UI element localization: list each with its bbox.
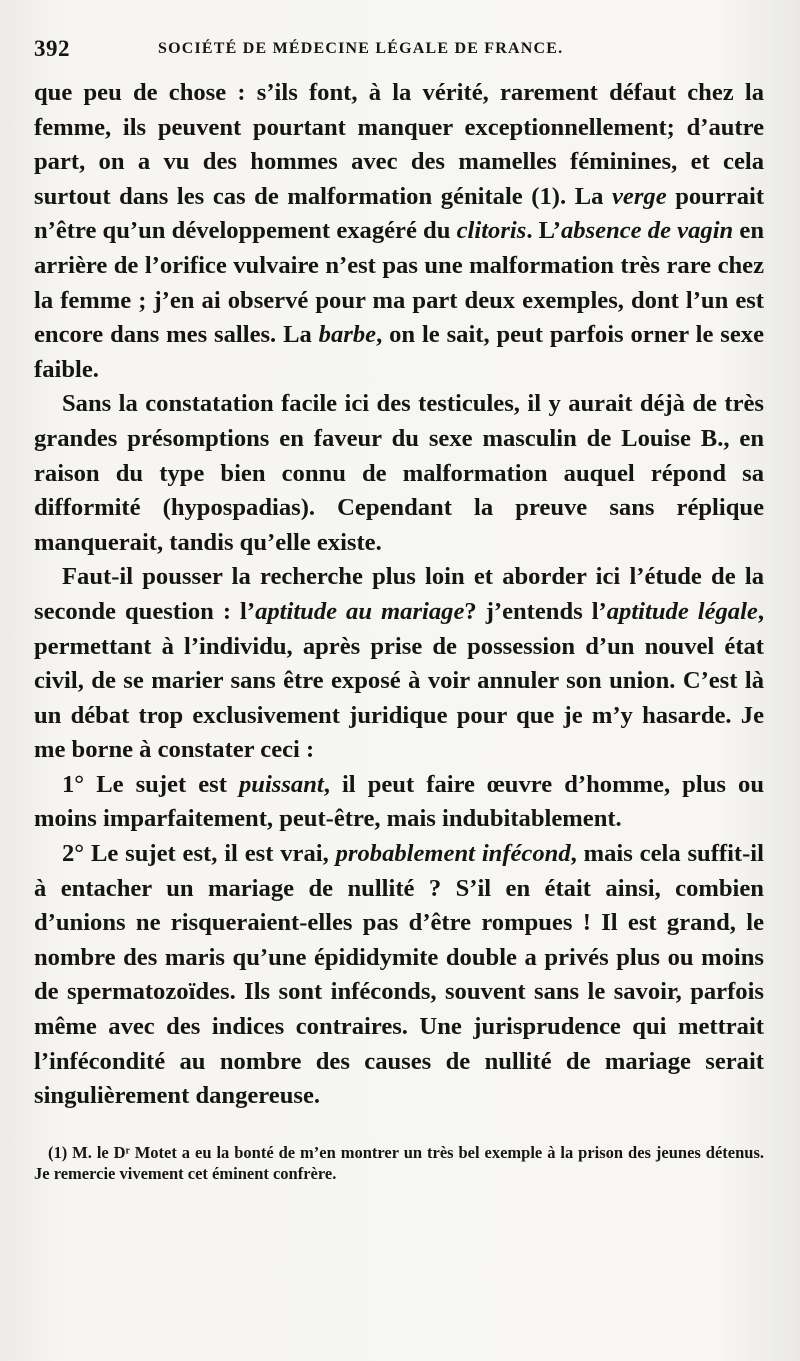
text-run: . L’ [526,217,561,245]
italic-run: aptitude au mariage [255,597,465,625]
text-run: , il peut faire œuvre d’homme, plus ou moins imparfaitement, peut-être, mais indubitablement. [34,770,764,833]
text-run: que peu de chose : s’ils font, à la vérité, rarement défaut chez la femme, ils peuvent pourtant manquer exceptionnellement; d’autre part, on a vu des hommes avec des mamelles féminines, et cela surtout dans les cas de malformation génitale (1). La [34,79,764,210]
italic-run: absence de vagin [561,217,734,245]
paragraph [34,560,764,768]
text-run: ? j’entends l’ [464,597,607,625]
text-run: (1) M. le Dʳ Motet a eu la bonté de m’en montrer un très bel exemple à la prison des jeunes détenus. Je remercie vivement cet éminent confrère. [34,1142,764,1183]
text-run: Sans la constatation facile ici des testicules, il y aurait déjà de très grandes présomptions en faveur du sexe masculin de Louise B., en raison du type bien connu de malformation auquel répond sa difformité (hypospadias). Cependant la preuve sans réplique manquerait, tandis qu’elle existe. [34,390,764,556]
text-run: en arrière de l’orifice vulvaire n’est pas une malformation très rare chez la femme ; j’en ai observé pour ma part deux exemples, dont l’un est encore dans mes salles. La [34,217,765,349]
text-run: pourrait n’être qu’un développement exagéré du [34,182,765,245]
footnote [34,1142,764,1184]
italic-run: barbe [318,321,377,349]
text-run: , mais cela suffit-il à entacher un mariage de nullité ? S’il en était ainsi, combien d’unions ne risqueraient-elles pas d’être rompues ! Il est grand, le nombre des maris qu’une épididymite double a privés plus ou moins de spermatozoïdes. Ils sont inféconds, souvent sans le savoir, parfois même avec des indices contraires. Une jurisprudence qui mettrait l’infécondité au nombre des causes de nullité de mariage serait singulièrement dangereuse. [34,840,764,1110]
italic-run: puissant [238,770,324,798]
paragraph [34,76,764,387]
paragraph [34,387,764,560]
italic-run: probablement infécond [335,840,571,868]
body-text [34,76,764,1114]
text-run: , on le sait, peut parfois orner le sexe faible. [34,321,764,383]
text-run: Faut-il pousser la recherche plus loin et aborder ici l’étude de la seconde question : l’ [34,563,764,625]
page-number: 392 [34,36,70,61]
paragraph [34,837,764,1114]
italic-run: verge [612,182,667,210]
paragraph [34,768,764,837]
text-run: , permettant à l’individu, après prise de possession d’un nouvel état civil, de se marier sans être exposé à voir annuler son union. C’est là un débat trop exclusivement juridique pour que je m’y hasarde. Je me borne à constater ceci : [34,597,764,764]
running-head [34,30,764,70]
italic-run: aptitude légale [606,597,758,625]
text-run: 2° Le sujet est, il est vrai, [62,840,336,868]
running-title: SOCIÉTÉ DE MÉDECINE LÉGALE DE FRANCE. [158,40,564,57]
text-run: 1° Le sujet est [62,770,239,798]
italic-run: clitoris [456,217,527,245]
footnotes [34,1142,764,1184]
